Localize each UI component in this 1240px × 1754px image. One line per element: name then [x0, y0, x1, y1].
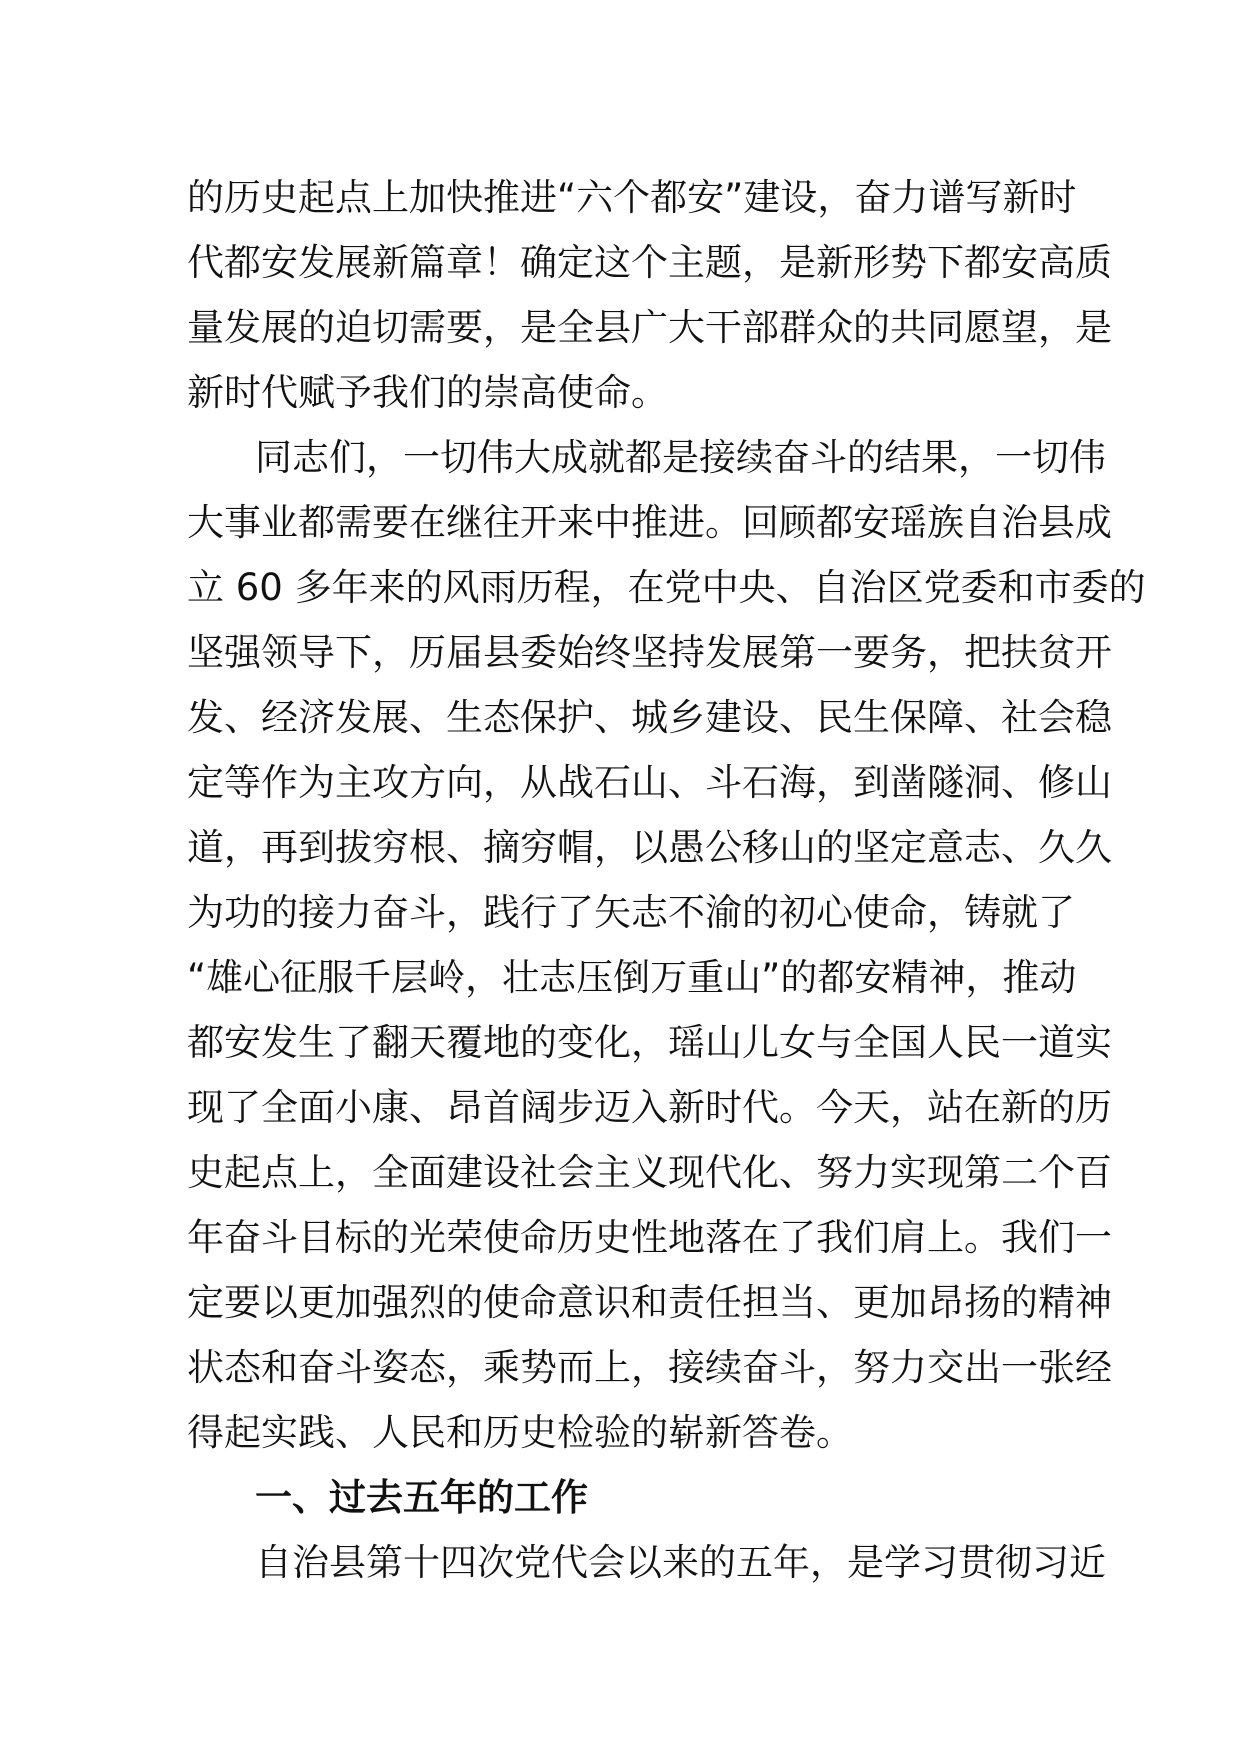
text-line: 道，再到拔穷根、摘穷帽，以愚公移山的坚定意志、久久	[187, 826, 1112, 869]
text-line: “雄心征服千层岭，壮志压倒万重山”的都安精神，推动	[187, 956, 1077, 999]
text-line: 定等作为主攻方向，从战石山、斗石海，到凿隧洞、修山	[187, 761, 1112, 804]
text-line: 发、经济发展、生态保护、城乡建设、民生保障、社会稳	[187, 696, 1112, 739]
paragraph-theme-conclusion	[187, 165, 1112, 425]
text-line: 史起点上，全面建设社会主义现代化、努力实现第二个百	[187, 1151, 1112, 1194]
text-line: 年奋斗目标的光荣使命历史性地落在了我们肩上。我们一	[187, 1216, 1112, 1259]
section-heading-text: 一、过去五年的工作	[255, 1476, 588, 1519]
text-line: 量发展的迫切需要，是全县广大干部群众的共同愿望，是	[187, 306, 1112, 349]
text-line: 都安发生了翻天覆地的变化，瑶山儿女与全国人民一道实	[187, 1021, 1112, 1064]
body-text	[187, 165, 1146, 1595]
text-line: 自治县第十四次党代会以来的五年，是学习贯彻习近	[255, 1541, 1106, 1584]
text-line: 坚强领导下，历届县委始终坚持发展第一要务，把扶贫开	[187, 631, 1112, 674]
text-line: 得起实践、人民和历史检验的崭新答卷。	[187, 1411, 853, 1454]
section-heading	[187, 1465, 1059, 1530]
text-line: 立 60 多年来的风雨历程，在党中央、自治区党委和市委的	[187, 566, 1146, 609]
text-line: 新时代赋予我们的崇高使命。	[187, 371, 668, 414]
text-line: 现了全面小康、昂首阔步迈入新时代。今天，站在新的历	[187, 1086, 1112, 1129]
text-line: 的历史起点上加快推进“六个都安”建设，奋力谱写新时	[187, 176, 1077, 219]
text-line: 定要以更加强烈的使命意识和责任担当、更加昂扬的精神	[187, 1281, 1112, 1324]
text-line: 为功的接力奋斗，践行了矢志不渝的初心使命，铸就了	[187, 891, 1075, 934]
text-line: 同志们，一切伟大成就都是接续奋斗的结果，一切伟	[255, 436, 1106, 479]
text-line: 状态和奋斗姿态，乘势而上，接续奋斗，努力交出一张经	[187, 1346, 1112, 1389]
paragraph-review	[187, 425, 1146, 1465]
text-line: 大事业都需要在继往开来中推进。回顾都安瑶族自治县成	[187, 501, 1112, 544]
paragraph-past-five-years	[187, 1530, 1106, 1595]
text-line: 代都安发展新篇章！确定这个主题，是新形势下都安高质	[187, 241, 1112, 284]
